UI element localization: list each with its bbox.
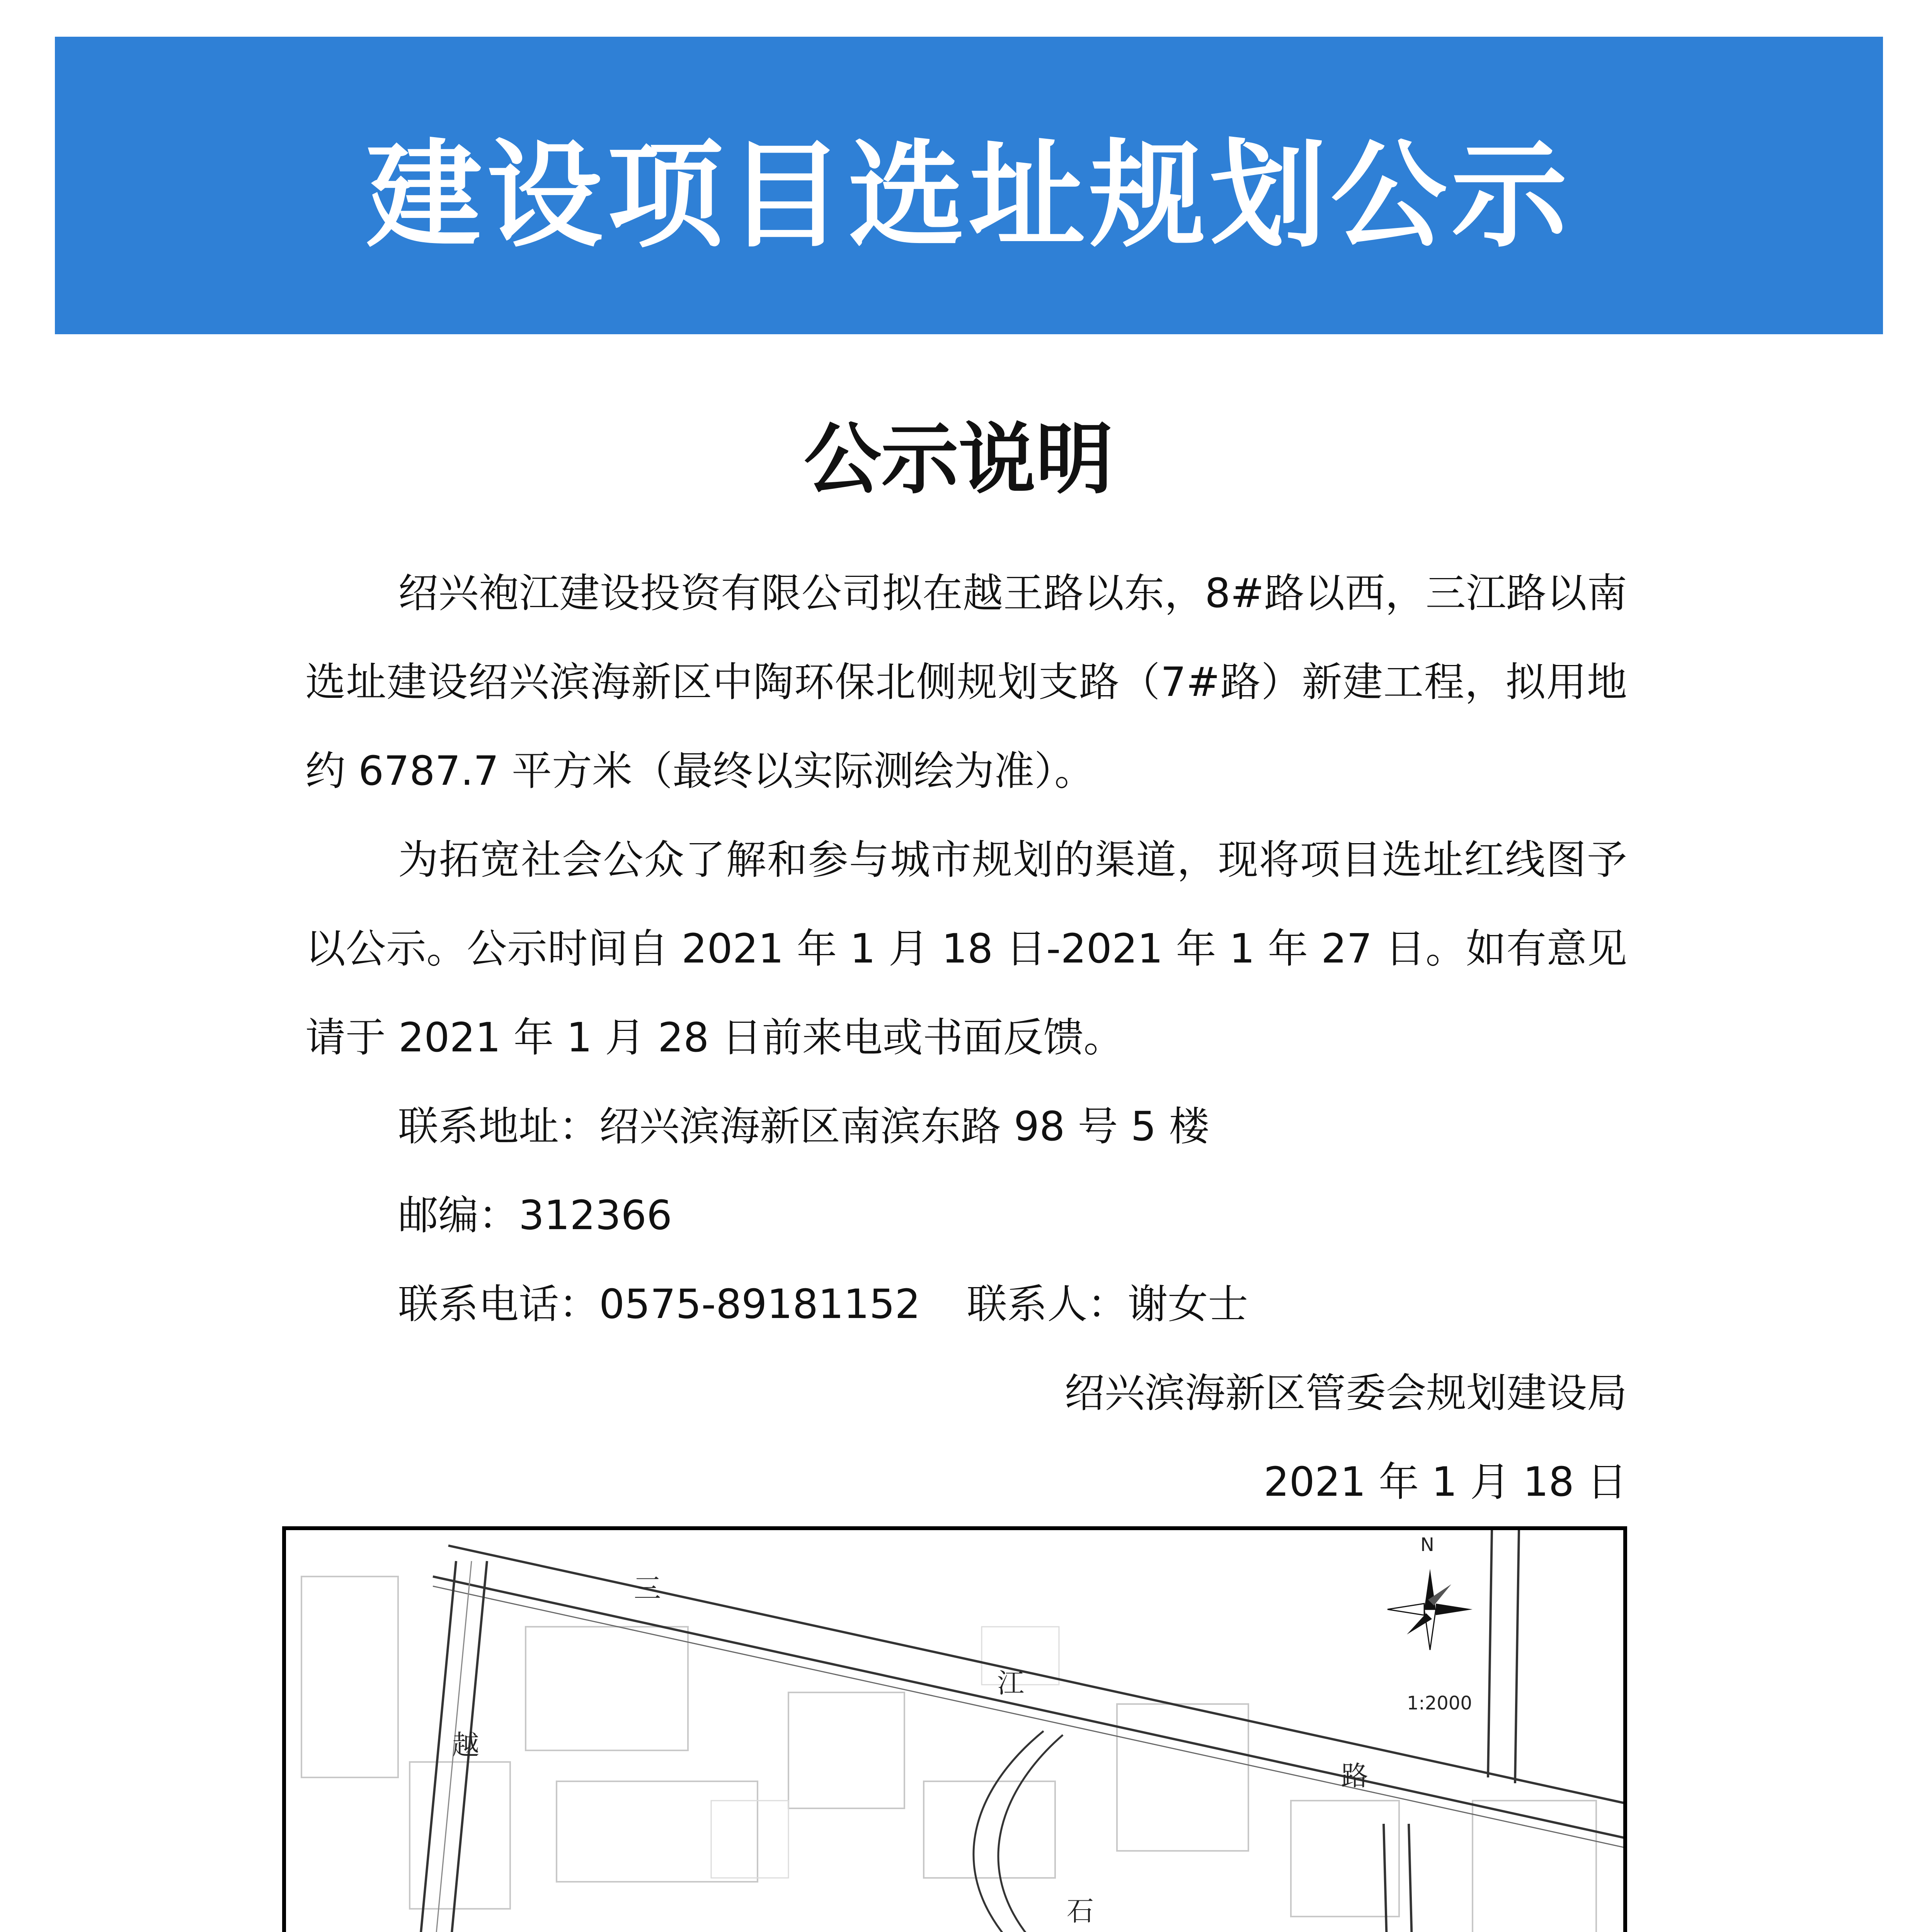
scale-label: 1:2000 (1407, 1692, 1472, 1714)
contact-person: 联系人：谢女士 (967, 1281, 1248, 1328)
road-char-yue: 越 (452, 1729, 479, 1761)
river-char-shi: 石 (1067, 1895, 1094, 1927)
map-parcels-fine (518, 1627, 1445, 1932)
map-drawing (286, 1530, 1627, 1932)
contact-phone: 联系电话：0575-89181152 (398, 1281, 921, 1328)
road-char-san: 三 (634, 1573, 661, 1604)
contact-line (398, 1260, 1248, 1349)
north-arrow (1388, 1569, 1473, 1650)
road-char-lu-sanjiang: 路 (1341, 1760, 1368, 1792)
notice-paragraph-1: 绍兴袍江建设投资有限公司拟在越王路以东，8#路以西，三江路以南选址建设绍兴滨海新区中陶环保北侧规划支路（7#路）新建工程，拟用地约 6787.7 平方米（最终以实际测绘为准）。 (305, 570, 1627, 794)
road-char-jiang: 江 (997, 1667, 1024, 1699)
notice-paragraph-2: 为拓宽社会公众了解和参与城市规划的渠道，现将项目选址红线图予以公示。公示时间自 2021 年 1 月 18 日-2021 年 1 年 27 日。如有意见请于 2021 年 1 月 28 日前来电或书面反馈。 (305, 836, 1627, 1061)
map-parcels (301, 1577, 1612, 1932)
contact-address: 联系地址：绍兴滨海新区南滨东路 98 号 5 楼 (398, 1103, 1209, 1150)
postcode: 邮编：312366 (398, 1192, 672, 1239)
banner-title: 建设项目选址规划公示 (366, 128, 1572, 263)
north-label: N (1420, 1534, 1434, 1556)
issuer: 绍兴滨海新区管委会规划建设局 (1064, 1369, 1627, 1417)
notice-heading: 公示说明 (804, 415, 1113, 505)
site-map (282, 1526, 1627, 1932)
title-banner (55, 37, 1883, 334)
road-ne (1488, 1530, 1519, 1783)
issue-date: 2021 年 1 月 18 日 (1263, 1458, 1627, 1505)
